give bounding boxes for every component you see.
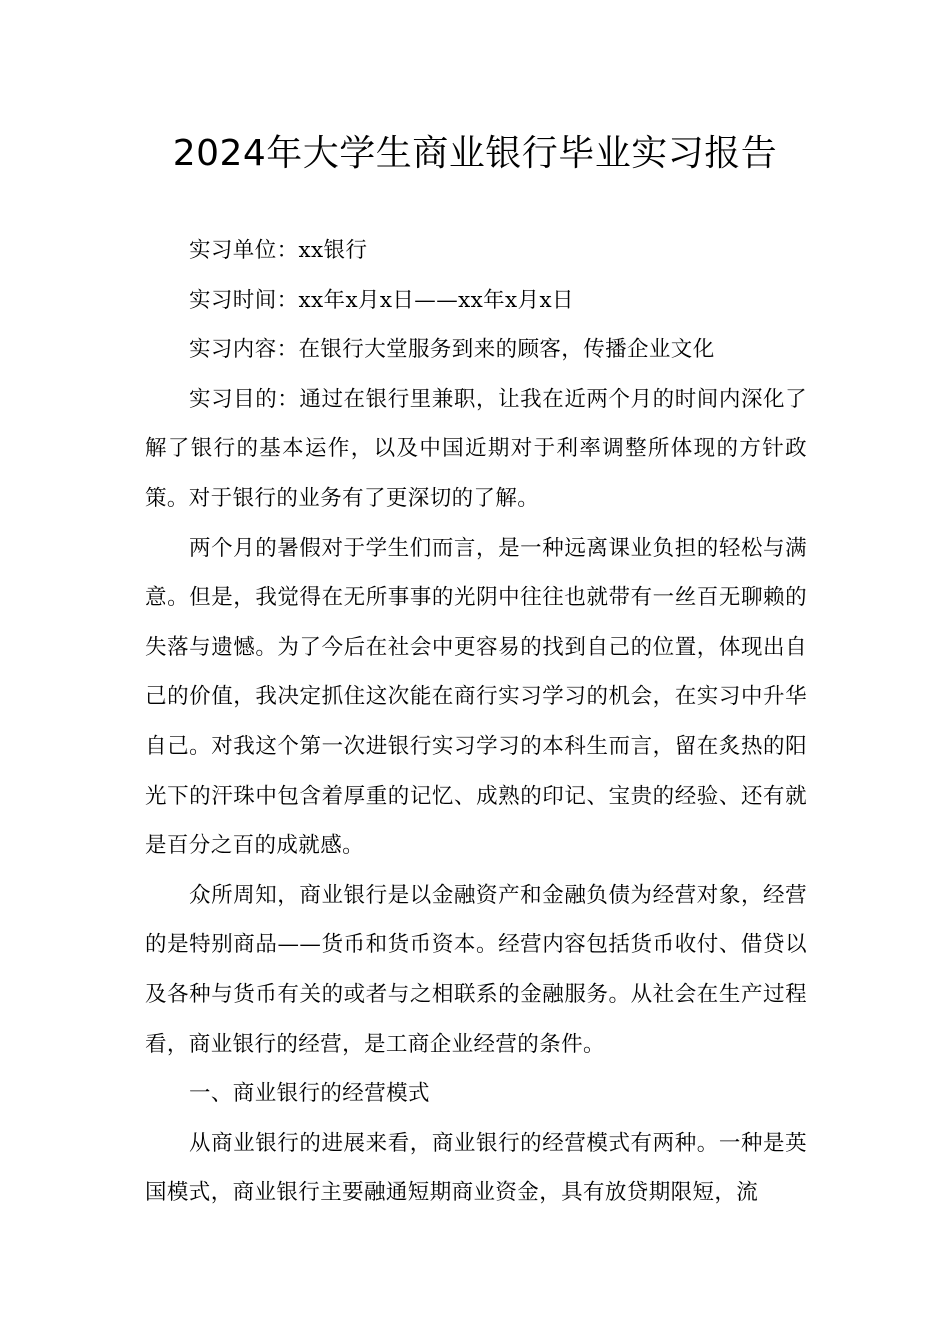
internship-unit-line: 实习单位：xx银行 — [189, 238, 368, 263]
commercial-bank-intro-paragraph: 众所周知，商业银行是以金融资产和金融负债为经营对象，经营的是特别商品——货币和货币资本。经营内容包括货币收付、借贷以及各种与货币有关的或者与之相联系的金融服务。从社会在生产过程看，商业银行的经营，是工商企业经营的条件。 — [145, 882, 807, 1057]
document-title: 2024年大学生商业银行毕业实习报告 — [172, 133, 778, 174]
internship-purpose-paragraph: 实习目的：通过在银行里兼职，让我在近两个月的时间内深化了解了银行的基本运作，以及中国近期对于利率调整所体现的方针政策。对于银行的业务有了更深切的了解。 — [145, 386, 807, 511]
document-body — [145, 226, 807, 1218]
internship-content-line: 实习内容：在银行大堂服务到来的顾客，传播企业文化 — [189, 337, 715, 363]
summer-experience-paragraph: 两个月的暑假对于学生们而言，是一种远离课业负担的轻松与满意。但是，我觉得在无所事事的光阴中往往也就带有一丝百无聊赖的失落与遗憾。为了今后在社会中更容易的找到自己的位置，体现出自己的价值，我决定抓住这次能在商行实习学习的机会，在实习中升华自己。对我这个第一次进银行实习学习的本科生而言，留在炙热的阳光下的汗珠中包含着厚重的记忆、成熟的印记、宝贵的经验、还有就是百分之百的成就感。 — [145, 535, 807, 859]
business-model-paragraph: 从商业银行的进展来看，商业银行的经营模式有两种。一种是英国模式，商业银行主要融通短期商业资金，具有放贷期限短，流 — [145, 1130, 807, 1206]
internship-time-line: 实习时间：xx年x月x日——xx年x月x日 — [189, 287, 574, 313]
section-heading: 一、商业银行的经营模式 — [189, 1081, 430, 1107]
